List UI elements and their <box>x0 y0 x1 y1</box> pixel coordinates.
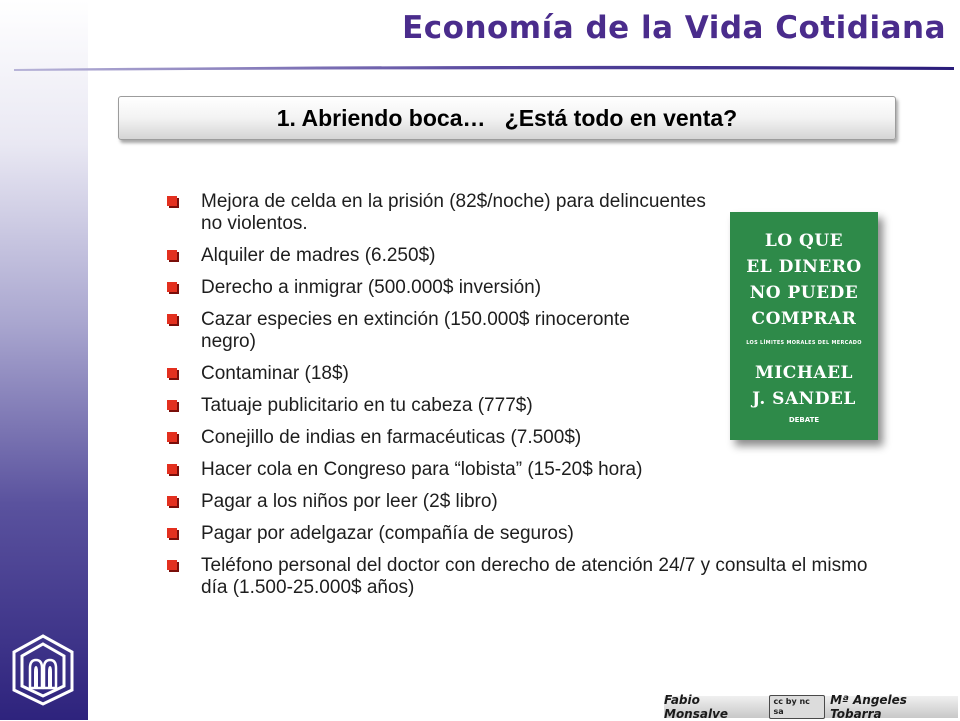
book-publisher: DEBATE <box>788 416 820 424</box>
bullet-square-icon <box>166 249 180 263</box>
book-author <box>730 360 878 412</box>
bullet-square-icon <box>166 195 180 209</box>
bullet-text: Contaminar (18$) <box>201 363 349 384</box>
book-title-line: LO QUE <box>764 231 844 251</box>
book-author-line: MICHAEL <box>755 363 853 383</box>
book-subtitle: LOS LÍMITES MORALES DEL MERCADO <box>746 340 862 346</box>
list-item <box>166 523 866 545</box>
section-title-box <box>118 96 896 140</box>
bullet-square-icon <box>166 313 180 327</box>
bullet-square-icon <box>166 431 180 445</box>
book-title <box>730 228 878 332</box>
list-item <box>166 491 866 513</box>
header-divider <box>14 64 954 72</box>
creative-commons-license-icon: cc by nc sa <box>769 695 825 719</box>
book-title-line: EL DINERO <box>746 257 862 277</box>
footer-credits <box>664 693 958 721</box>
bullet-text: Mejora de celda en la prisión (82$/noche) para delincuentes no violentos. <box>201 191 706 234</box>
book-title-line: NO PUEDE <box>749 283 859 303</box>
bullet-square-icon <box>166 399 180 413</box>
bullet-text: Alquiler de madres (6.250$) <box>201 245 436 266</box>
bullet-square-icon <box>166 527 180 541</box>
book-cover-image <box>730 212 878 440</box>
bullet-square-icon <box>166 495 180 509</box>
list-item <box>166 555 881 599</box>
bullet-text: Hacer cola en Congreso para “lobista” (15-20$ hora) <box>201 459 643 480</box>
footer-author-1: Fabio Monsalve <box>664 693 729 721</box>
bullet-text: Conejillo de indias en farmacéuticas (7.500$) <box>201 427 582 448</box>
section-title: 1. Abriendo boca… ¿Está todo en venta? <box>276 104 738 131</box>
bullet-square-icon <box>166 367 180 381</box>
bullet-text: Tatuaje publicitario en tu cabeza (777$) <box>201 395 533 416</box>
bullet-text: Cazar especies en extinción (150.000$ rinoceronte negro) <box>201 309 630 352</box>
bullet-text: Derecho a inmigrar (500.000$ inversión) <box>201 277 542 298</box>
sidebar-gradient <box>0 0 88 720</box>
bullet-text: Pagar por adelgazar (compañía de seguros) <box>201 523 574 544</box>
bullet-text: Pagar a los niños por leer (2$ libro) <box>201 491 498 512</box>
footer-author-2: Mª Angeles Tobarra <box>830 693 907 721</box>
bullet-square-icon <box>166 559 180 573</box>
bullet-square-icon <box>166 281 180 295</box>
presentation-title: Economía de la Vida Cotidiana <box>402 10 946 46</box>
bullet-text: Teléfono personal del doctor con derecho de atención 24/7 y consulta el mismo día (1.500-25.000$ años) <box>201 555 868 598</box>
university-logo-icon <box>10 632 76 708</box>
list-item <box>166 191 706 235</box>
book-title-line: COMPRAR <box>751 309 857 329</box>
bullet-square-icon <box>166 463 180 477</box>
list-item <box>166 459 866 481</box>
book-author-line: J. SANDEL <box>752 389 856 409</box>
list-item <box>166 309 666 353</box>
